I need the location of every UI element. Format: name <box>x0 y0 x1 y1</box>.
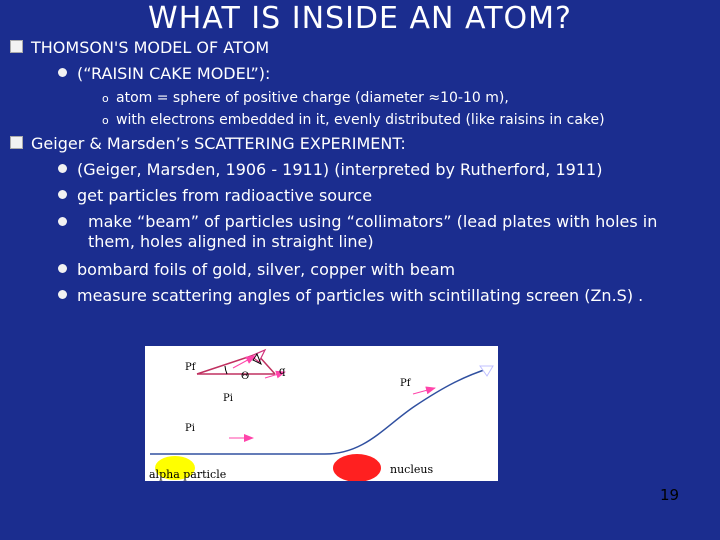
round-bullet-icon <box>58 264 67 273</box>
circle-bullet-icon: o <box>102 92 109 105</box>
geiger-heading <box>10 134 406 154</box>
pi-label-2: Pi <box>185 423 195 434</box>
pf-label: Pf <box>185 362 196 373</box>
round-bullet-icon <box>58 164 67 173</box>
page-number: 19 <box>660 486 680 504</box>
nucleus-icon <box>333 454 381 481</box>
geiger-heading-text: Geiger & Marsden’s SCATTERING EXPERIMENT: <box>31 134 406 153</box>
pf-arrow-2 <box>413 388 435 394</box>
slide-title: WHAT IS INSIDE AN ATOM? <box>148 1 572 36</box>
pf-label-2: Pf <box>400 378 411 389</box>
alpha-label: alpha particle <box>149 468 227 481</box>
square-bullet-icon <box>10 136 23 149</box>
scattering-diagram-svg <box>145 346 498 481</box>
round-bullet-icon <box>58 290 67 299</box>
nucleus-label: nucleus <box>390 463 434 476</box>
pi-label: Pi <box>223 393 233 404</box>
geiger-item-1-text: (Geiger, Marsden, 1906 - 1911) (interpreted by Rutherford, 1911) <box>77 160 603 179</box>
q-label: q <box>279 366 286 377</box>
geiger-item-3-text: make “beam” of particles using “collimators” (lead plates with holes in them, holes aligned in straight line) <box>88 212 658 251</box>
thomson-point-2-text: with electrons embedded in it, evenly distributed (like raisins in cake) <box>116 112 605 128</box>
geiger-item-4-text: bombard foils of gold, silver, copper with beam <box>77 260 456 279</box>
round-bullet-icon <box>58 190 67 199</box>
geiger-item-4 <box>58 260 455 280</box>
thomson-point-1-text: atom = sphere of positive charge (diameter ≈10-10 m), <box>116 90 509 106</box>
round-bullet-icon <box>58 217 67 226</box>
round-bullet-icon <box>58 68 67 77</box>
thomson-heading-text: THOMSON'S MODEL OF ATOM <box>31 38 270 57</box>
geiger-item-2 <box>58 186 372 206</box>
geiger-item-5-text: measure scattering angles of particles with scintillating screen (Zn.S) . <box>77 286 644 305</box>
geiger-item-2-text: get particles from radioactive source <box>77 186 373 205</box>
thomson-heading <box>10 38 269 58</box>
geiger-item-3 <box>58 212 688 252</box>
thomson-subheading <box>58 64 270 84</box>
geiger-item-5 <box>58 286 643 306</box>
thomson-point-2 <box>102 110 605 131</box>
square-bullet-icon <box>10 40 23 53</box>
circle-bullet-icon: o <box>102 114 109 127</box>
geiger-item-1 <box>58 160 602 180</box>
theta-label: Θ <box>241 371 250 382</box>
scattering-diagram <box>145 346 498 481</box>
thomson-sub-text: (“RAISIN CAKE MODEL”): <box>77 64 271 83</box>
thomson-point-1 <box>102 88 509 109</box>
alpha-trajectory <box>150 368 490 454</box>
angle-arc <box>225 366 227 374</box>
